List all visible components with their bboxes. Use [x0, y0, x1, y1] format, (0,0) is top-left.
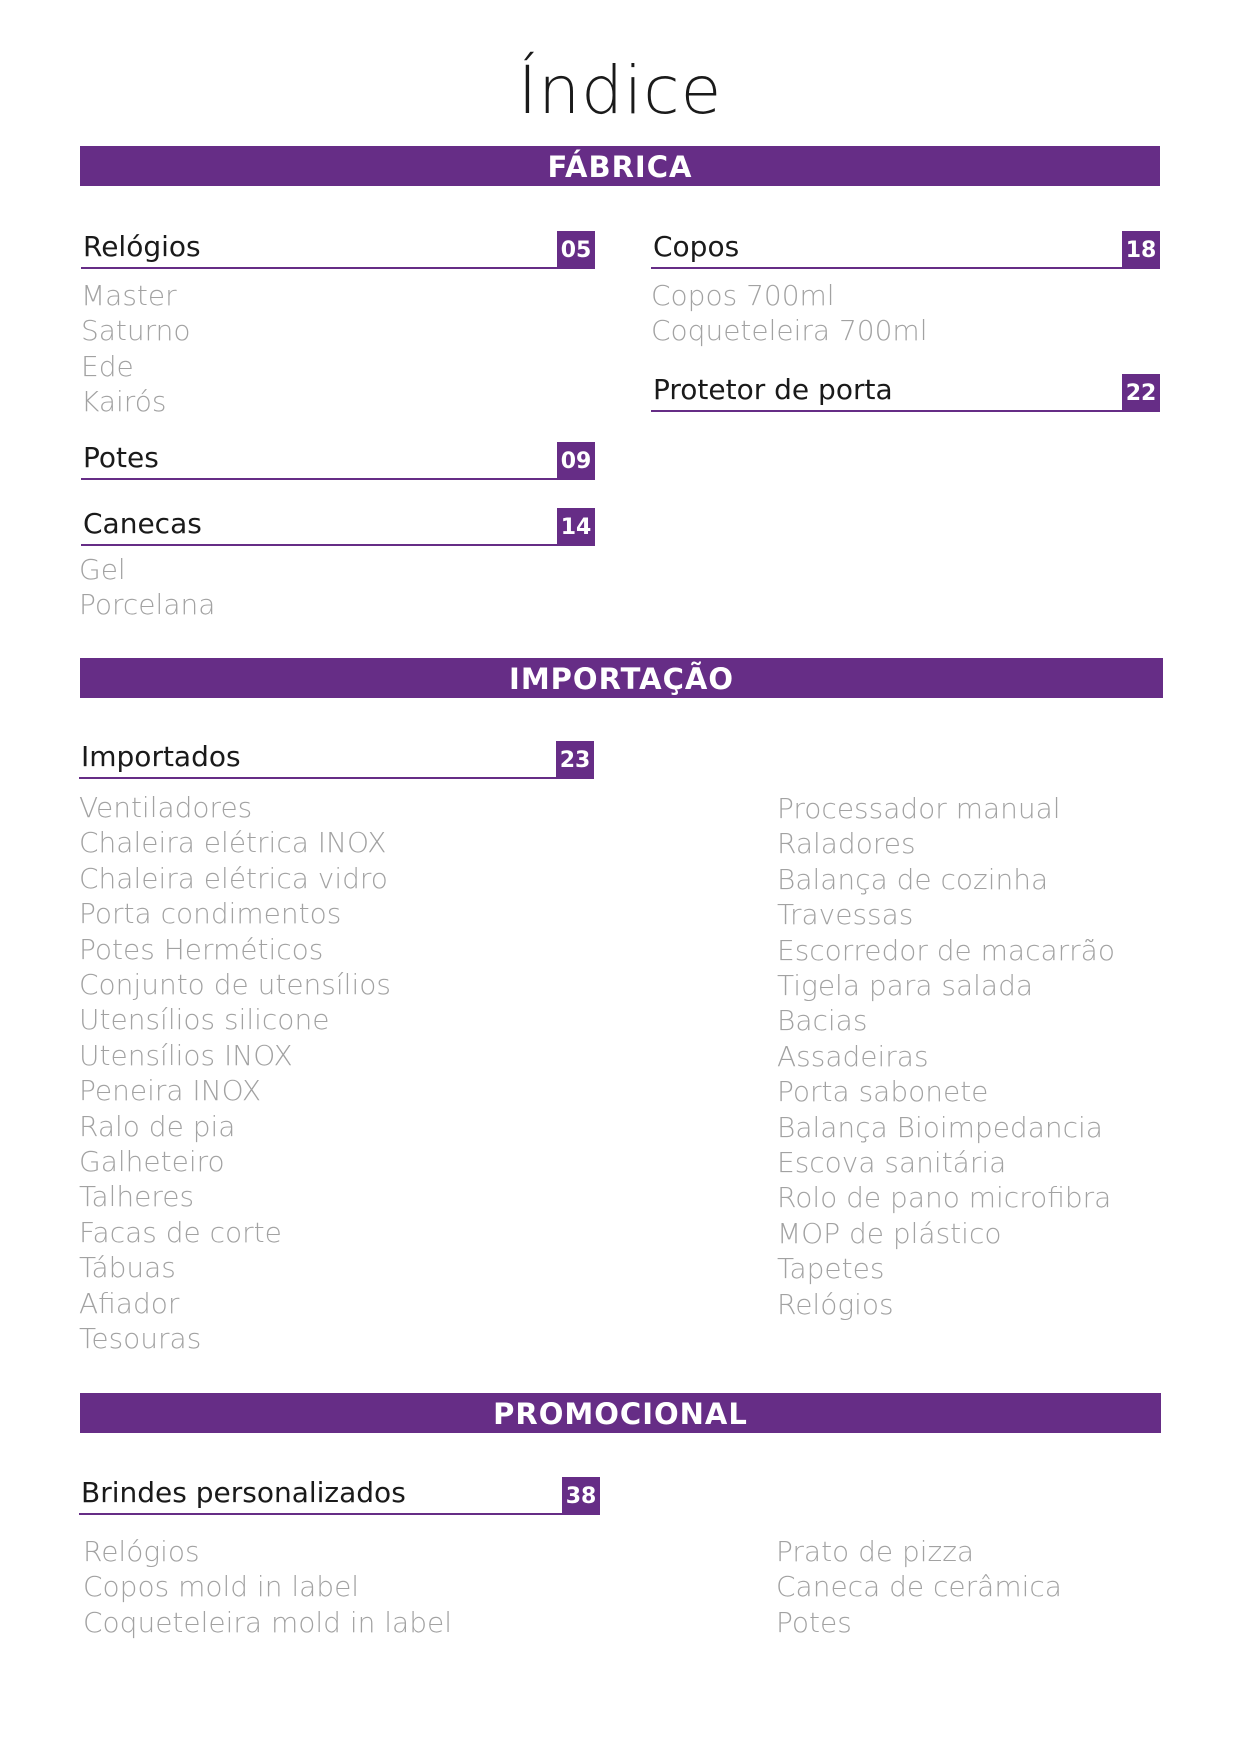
- list-item: Relógios: [83, 1535, 200, 1568]
- list-item: Gel: [79, 553, 126, 586]
- heading-label: Canecas: [83, 507, 202, 540]
- list-item: Saturno: [81, 314, 191, 348]
- list-item: Caneca de cerâmica: [776, 1570, 1062, 1604]
- list-item: Porcelana: [79, 588, 216, 622]
- list-item: Potes Herméticos: [79, 932, 324, 966]
- relogios-list: [81, 278, 191, 420]
- section-band-fabrica: FÁBRICA: [80, 146, 1160, 186]
- list-item: Coqueteleira mold in label: [83, 1605, 452, 1639]
- heading-underline: [651, 267, 1160, 269]
- list-item: Copos mold in label: [83, 1570, 360, 1604]
- list-item: Processador manual: [777, 792, 1061, 825]
- page-number-badge: 22: [1122, 374, 1160, 412]
- list-item: Raladores: [777, 827, 916, 861]
- heading-copos[interactable]: [651, 225, 1160, 269]
- page-number-badge: 09: [557, 442, 595, 480]
- list-item: Potes: [776, 1605, 852, 1639]
- list-item: Chaleira elétrica INOX: [79, 826, 387, 860]
- heading-brindes-personalizados[interactable]: [79, 1471, 600, 1515]
- heading-canecas[interactable]: [81, 502, 595, 546]
- list-item: Coqueteleira 700ml: [651, 314, 928, 348]
- list-item: Tábuas: [79, 1251, 176, 1285]
- list-item: Conjunto de utensílios: [79, 968, 391, 1002]
- heading-potes[interactable]: [81, 436, 595, 480]
- page-title: Índice: [517, 52, 723, 129]
- canecas-list: [79, 552, 215, 623]
- list-item: Relógios: [777, 1287, 894, 1321]
- section-band-importacao: IMPORTAÇÃO: [80, 658, 1163, 698]
- heading-label: Importados: [81, 740, 241, 773]
- heading-underline: [79, 777, 594, 779]
- list-item: Porta condimentos: [79, 897, 342, 931]
- page-number-badge: 23: [556, 741, 594, 779]
- list-item: Kairós: [81, 385, 167, 419]
- heading-underline: [81, 478, 595, 480]
- heading-relogios[interactable]: [81, 225, 595, 269]
- list-item: Tesouras: [79, 1322, 202, 1356]
- list-item: Ventiladores: [79, 791, 253, 824]
- list-item: Galheteiro: [79, 1145, 225, 1179]
- heading-underline: [79, 1513, 600, 1515]
- heading-label: Relógios: [83, 230, 201, 263]
- section-band-promocional: PROMOCIONAL: [80, 1393, 1161, 1433]
- heading-protetor-de-porta[interactable]: [651, 368, 1160, 412]
- list-item: Utensílios INOX: [79, 1038, 293, 1072]
- list-item: Escova sanitária: [777, 1146, 1007, 1180]
- list-item: Talheres: [79, 1180, 195, 1214]
- list-item: Balança Bioimpedancia: [777, 1110, 1103, 1144]
- list-item: Travessas: [777, 898, 914, 932]
- heading-underline: [651, 410, 1160, 412]
- heading-underline: [81, 544, 595, 546]
- heading-label: Copos: [653, 230, 740, 263]
- heading-importados[interactable]: [79, 735, 594, 779]
- list-item: Assadeiras: [777, 1039, 929, 1073]
- heading-underline: [81, 267, 595, 269]
- list-item: Rolo de pano microfibra: [777, 1181, 1112, 1215]
- list-item: Ede: [81, 349, 134, 383]
- list-item: Porta sabonete: [777, 1075, 989, 1109]
- list-item: Peneira INOX: [79, 1074, 262, 1108]
- list-item: Tapetes: [777, 1252, 885, 1286]
- list-item: Afiador: [79, 1286, 180, 1320]
- list-item: Facas de corte: [79, 1215, 282, 1249]
- importados-list-left: [79, 790, 391, 1357]
- copos-list: [651, 278, 928, 349]
- list-item: Ralo de pia: [79, 1109, 236, 1143]
- page-number-badge: 38: [562, 1477, 600, 1515]
- list-item: Utensílios silicone: [79, 1003, 330, 1037]
- importados-list-right: [777, 791, 1115, 1322]
- list-item: Balança de cozinha: [777, 862, 1049, 896]
- list-item: Bacias: [777, 1004, 868, 1038]
- list-item: MOP de plástico: [777, 1216, 1002, 1250]
- brindes-list-right: [776, 1534, 1062, 1640]
- list-item: Chaleira elétrica vidro: [79, 861, 388, 895]
- list-item: Tigela para salada: [777, 969, 1034, 1003]
- heading-label: Protetor de porta: [653, 373, 893, 406]
- list-item: Master: [81, 279, 177, 312]
- page-number-badge: 05: [557, 231, 595, 269]
- list-item: Copos 700ml: [651, 279, 835, 312]
- list-item: Escorredor de macarrão: [777, 933, 1115, 967]
- heading-label: Potes: [83, 441, 159, 474]
- page-number-badge: 18: [1122, 231, 1160, 269]
- heading-label: Brindes personalizados: [81, 1476, 406, 1509]
- list-item: Prato de pizza: [776, 1535, 975, 1568]
- brindes-list-left: [83, 1534, 452, 1640]
- page-number-badge: 14: [557, 508, 595, 546]
